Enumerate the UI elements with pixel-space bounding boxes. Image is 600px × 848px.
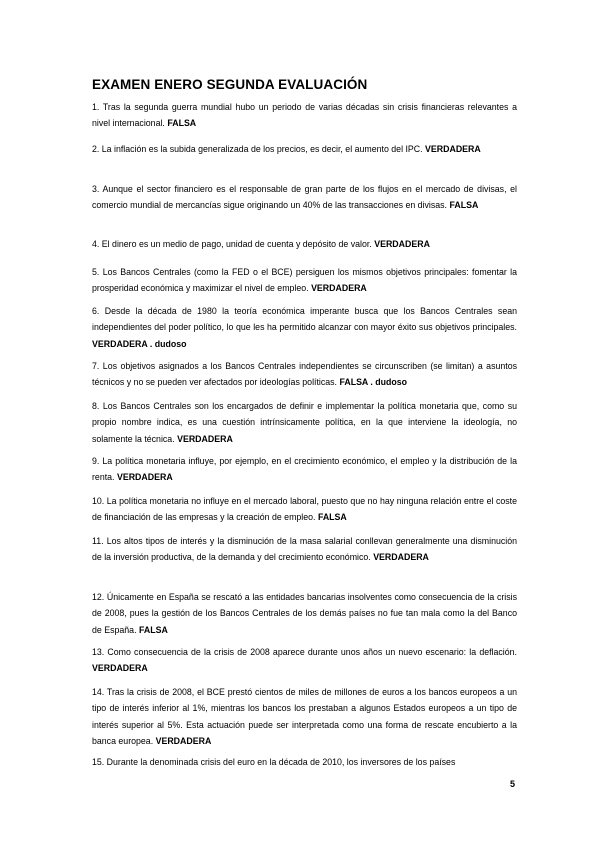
- question-answer: FALSA . dudoso: [339, 377, 408, 388]
- question-text: 1. Tras la segunda guerra mundial hubo un periodo de varias décadas sin crisis financieras relevantes a nivel internacional.: [92, 102, 517, 129]
- question-answer: VERDADERA: [425, 144, 481, 154]
- question-answer: VERDADERA: [373, 552, 429, 563]
- question-9: [92, 453, 517, 486]
- question-answer: FALSA: [138, 624, 168, 635]
- question-text: 6. Desde la década de 1980 la teoría económica imperante busca que los Bancos Centrales sean independientes del poder político, lo que les ha permitido alcanzar con mayor éxito sus objetivos principales.: [92, 306, 517, 333]
- question-text: 7. Los objetivos asignados a los Bancos Centrales independientes se circunscriben (se limitan) a asuntos técnicos y no se pueden ver afectados por ideologías políticas.: [92, 361, 517, 388]
- question-3: [92, 181, 517, 214]
- question-12: [92, 589, 517, 638]
- page-title: EXAMEN ENERO SEGUNDA EVALUACIÓN: [92, 77, 368, 92]
- question-answer: VERDADERA: [177, 433, 233, 444]
- question-1: [92, 99, 517, 132]
- question-answer: VERDADERA: [92, 663, 148, 674]
- question-answer: VERDADERA: [374, 239, 430, 249]
- question-text: 8. Los Bancos Centrales son los encargados de definir e implementar la política monetaria que, como su propio nombre indica, es una cuestión intrínsicamente política, en la que interviene la ideología, no solamente la técnica.: [92, 401, 517, 444]
- question-text: 4. El dinero es un medio de pago, unidad de cuenta y depósito de valor.: [92, 239, 372, 249]
- question-4: [92, 236, 517, 252]
- question-10: [92, 493, 517, 526]
- question-answer: FALSA: [317, 512, 347, 523]
- question-answer: VERDADERA: [311, 283, 367, 294]
- question-answer: VERDADERA: [116, 472, 173, 483]
- question-14: [92, 684, 517, 749]
- question-text: 5. Los Bancos Centrales (como la FED o el BCE) persiguen los mismos objetivos principales: fomentar la prosperidad económica y maximizar el nivel de empleo.: [92, 267, 517, 294]
- page-number: 5: [510, 779, 516, 789]
- question-text: 10. La política monetaria no influye en el mercado laboral, puesto que no hay ninguna relación entre el coste de financiación de las empresas y la creación de empleo.: [92, 496, 517, 523]
- question-answer: FALSA: [167, 118, 197, 129]
- question-text: 2. La inflación es la subida generalizada de los precios, es decir, el aumento del IPC.: [92, 144, 423, 154]
- question-8: [92, 398, 517, 447]
- question-text: 3. Aunque el sector financiero es el responsable de gran parte de los flujos en el mercado de divisas, el comercio mundial de mercancías sigue originando un 40% de las transacciones en divisas.: [92, 184, 517, 211]
- question-7: [92, 358, 517, 391]
- question-text: 14. Tras la crisis de 2008, el BCE prestó cientos de miles de millones de euros a los bancos europeos a un tipo de interés inferior al 1%, mientras los bancos los prestaban a algunos Estados europeos a un tipo de interés superior al 5%. Esta actuación puede ser interpretada como una forma de rescate encubierto a la banca europea.: [92, 687, 517, 746]
- question-5: [92, 264, 517, 297]
- question-text: 11. Los altos tipos de interés y la disminución de la masa salarial conllevan generalmente una disminución de la inversión productiva, de la demanda y del crecimiento económico.: [92, 536, 517, 563]
- question-15: [92, 754, 517, 770]
- question-text: 15. Durante la denominada crisis del euro en la década de 2010, los inversores de los países: [92, 757, 456, 767]
- question-answer: VERDADERA: [155, 735, 212, 746]
- question-answer: VERDADERA . dudoso: [92, 338, 187, 349]
- question-text: 13. Como consecuencia de la crisis de 2008 aparece durante unos años un nuevo escenario: la deflación.: [92, 647, 517, 657]
- question-text: 12. Únicamente en España se rescató a las entidades bancarias insolventes como consecuencia de la crisis de 2008, pues la gestión de los Bancos Centrales de los demás países no fue tan mala como la del Banco de España.: [92, 592, 517, 635]
- question-text: 9. La política monetaria influye, por ejemplo, en el crecimiento económico, el empleo y la distribución de la renta.: [92, 456, 517, 483]
- question-11: [92, 533, 517, 566]
- question-13: [92, 644, 517, 677]
- question-2: [92, 141, 517, 157]
- question-answer: FALSA: [449, 200, 479, 211]
- question-6: [92, 303, 517, 352]
